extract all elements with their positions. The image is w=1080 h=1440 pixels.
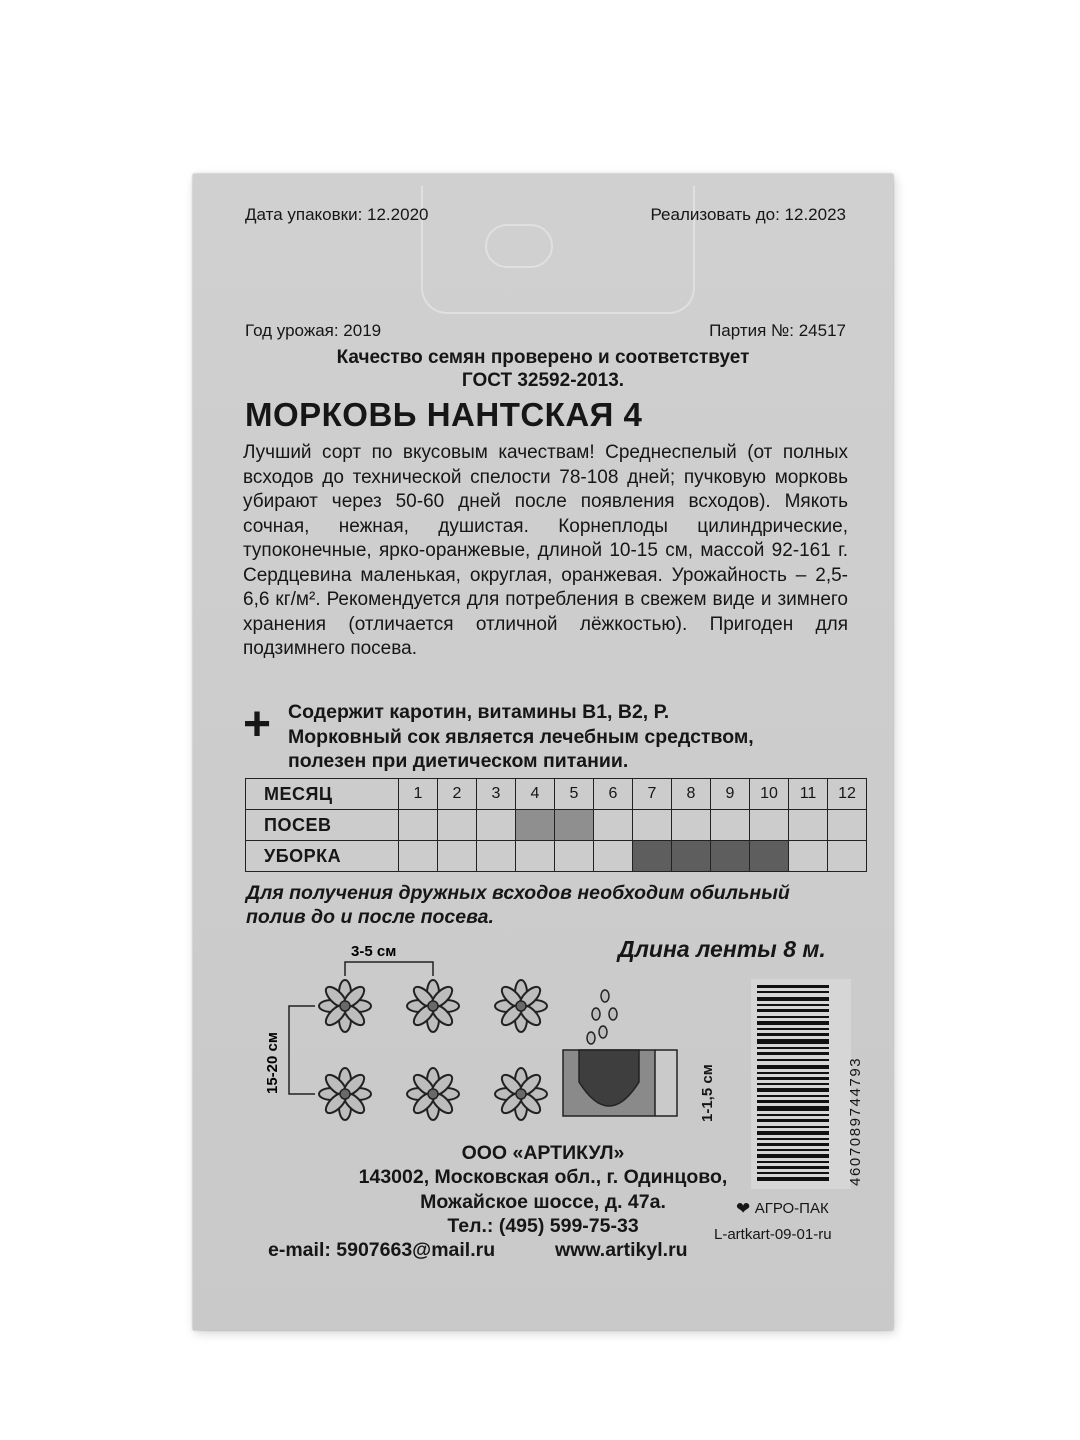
agro-brand: АГРО-ПАК (754, 1200, 829, 1218)
article-code: L-artkart-09-01-ru (714, 1226, 832, 1243)
batch-number: Партия №: 24517 (709, 321, 846, 340)
line-spacing-bracket (289, 1006, 315, 1094)
harvest-cell (633, 841, 672, 872)
description-text: Лучший сорт по вкусовым качествам! Среднеспелый (от полных всходов до технической спелости 78-108 дней; пучковую морковь убирают через 50-60 дней после появления всходов). Мякоть сочная, нежная, душистая. Корнеплоды цилиндрические, тупоконечные, ярко-оранжевые, длиной 10-15 см, массой 92-161 г. Сердцевина маленькая, округлая, оранжевая. Урожайность – 2,5-6,6 кг/м². Рекомендуется для потребления в свежем виде и зимнего хранения (отличается отличной лёжкостью). Пригоден для подзимнего посева. (243, 442, 848, 659)
month-cell: 3 (477, 779, 516, 810)
sowing-cell (399, 810, 438, 841)
month-cell: 11 (789, 779, 828, 810)
month-cell: 10 (750, 779, 789, 810)
sowing-cell (594, 810, 633, 841)
watering-note-line: полив до и после посева. (246, 906, 494, 928)
harvest-label: УБОРКА (246, 841, 399, 872)
seedling-icon (495, 980, 547, 1032)
month-cell: 9 (711, 779, 750, 810)
sowing-cell (789, 810, 828, 841)
sowing-cell (633, 810, 672, 841)
row-spacing-label: 3-5 см (351, 943, 397, 960)
pack-date: Дата упаковки: 12.2020 (245, 205, 429, 224)
row-spacing-bracket (345, 962, 433, 976)
calendar-harvest-row (246, 841, 867, 872)
seedling-icon (407, 1068, 459, 1120)
harvest-year: Год урожая: 2019 (245, 321, 382, 340)
sowing-cell (516, 810, 555, 841)
furrow-diagram (553, 1014, 693, 1124)
month-cell: 6 (594, 779, 633, 810)
harvest-cell (399, 841, 438, 872)
seedling-icon (319, 1068, 371, 1120)
harvest-cell (828, 841, 867, 872)
product-title: МОРКОВЬ НАНТСКАЯ 4 (245, 396, 643, 433)
company-phone: Тел.: (495) 599-75-33 (447, 1215, 639, 1237)
seed-packet-back (193, 174, 893, 1330)
harvest-cell (594, 841, 633, 872)
month-cell: 1 (399, 779, 438, 810)
harvest-cell (672, 841, 711, 872)
month-cell: 2 (438, 779, 477, 810)
month-cell: 12 (828, 779, 867, 810)
hanger-slot (485, 224, 553, 268)
calendar-month-row (246, 779, 867, 810)
sowing-label: ПОСЕВ (246, 810, 399, 841)
sowing-cell (555, 810, 594, 841)
certificate-line-1: Качество семян проверено и соответствует (336, 347, 750, 368)
month-cell: 5 (555, 779, 594, 810)
calendar-sowing-row (246, 810, 867, 841)
month-header: МЕСЯЦ (246, 779, 399, 810)
sowing-cell (438, 810, 477, 841)
sowing-cell (477, 810, 516, 841)
benefit-line: Морковный сок является лечебным средством, (288, 725, 754, 748)
company-address-1: 143002, Московская обл., г. Одинцово, (358, 1166, 728, 1188)
harvest-cell (438, 841, 477, 872)
harvest-cell (750, 841, 789, 872)
month-cell: 4 (516, 779, 555, 810)
harvest-cell (789, 841, 828, 872)
company-email: e-mail: 5907663@mail.ru (268, 1239, 496, 1261)
seedling-icon (319, 980, 371, 1032)
harvest-cell (711, 841, 750, 872)
barcode-digits: 4607089744793 (847, 1056, 864, 1186)
harvest-cell (477, 841, 516, 872)
benefit-line: полезен при диетическом питании. (288, 750, 629, 772)
seedling-icon (407, 980, 459, 1032)
month-cell: 7 (633, 779, 672, 810)
month-cell: 8 (672, 779, 711, 810)
company-name: ООО «АРТИКУЛ» (461, 1142, 625, 1164)
agro-pack-logo (736, 1199, 829, 1219)
benefits-block (288, 700, 754, 774)
benefit-line: Содержит каротин, витамины В1, В2, Р. (288, 701, 670, 723)
sowing-cell (711, 810, 750, 841)
product-description (243, 441, 848, 662)
certificate-line-2: ГОСТ 32592-2013. (461, 370, 625, 391)
tape-length: Длина ленты 8 м. (618, 936, 826, 962)
sowing-cell (750, 810, 789, 841)
company-website: www.artikyl.ru (555, 1239, 688, 1261)
sowing-cell (672, 810, 711, 841)
depth-label: 1-1,5 см (699, 1064, 716, 1122)
heart-icon: ❤ (736, 1199, 751, 1218)
harvest-cell (516, 841, 555, 872)
harvest-cell (555, 841, 594, 872)
watering-note (246, 881, 790, 929)
watering-note-line: Для получения дружных всходов необходим обильный (246, 882, 790, 904)
sell-by-date: Реализовать до: 12.2023 (650, 205, 846, 224)
sowing-cell (828, 810, 867, 841)
seedling-icon (495, 1068, 547, 1120)
line-spacing-label: 15-20 см (264, 1032, 281, 1094)
company-address-2: Можайское шоссе, д. 47а. (420, 1191, 666, 1213)
plus-icon: + (243, 698, 272, 751)
sowing-calendar (245, 778, 867, 872)
depth-label-wrap (673, 1022, 716, 1132)
